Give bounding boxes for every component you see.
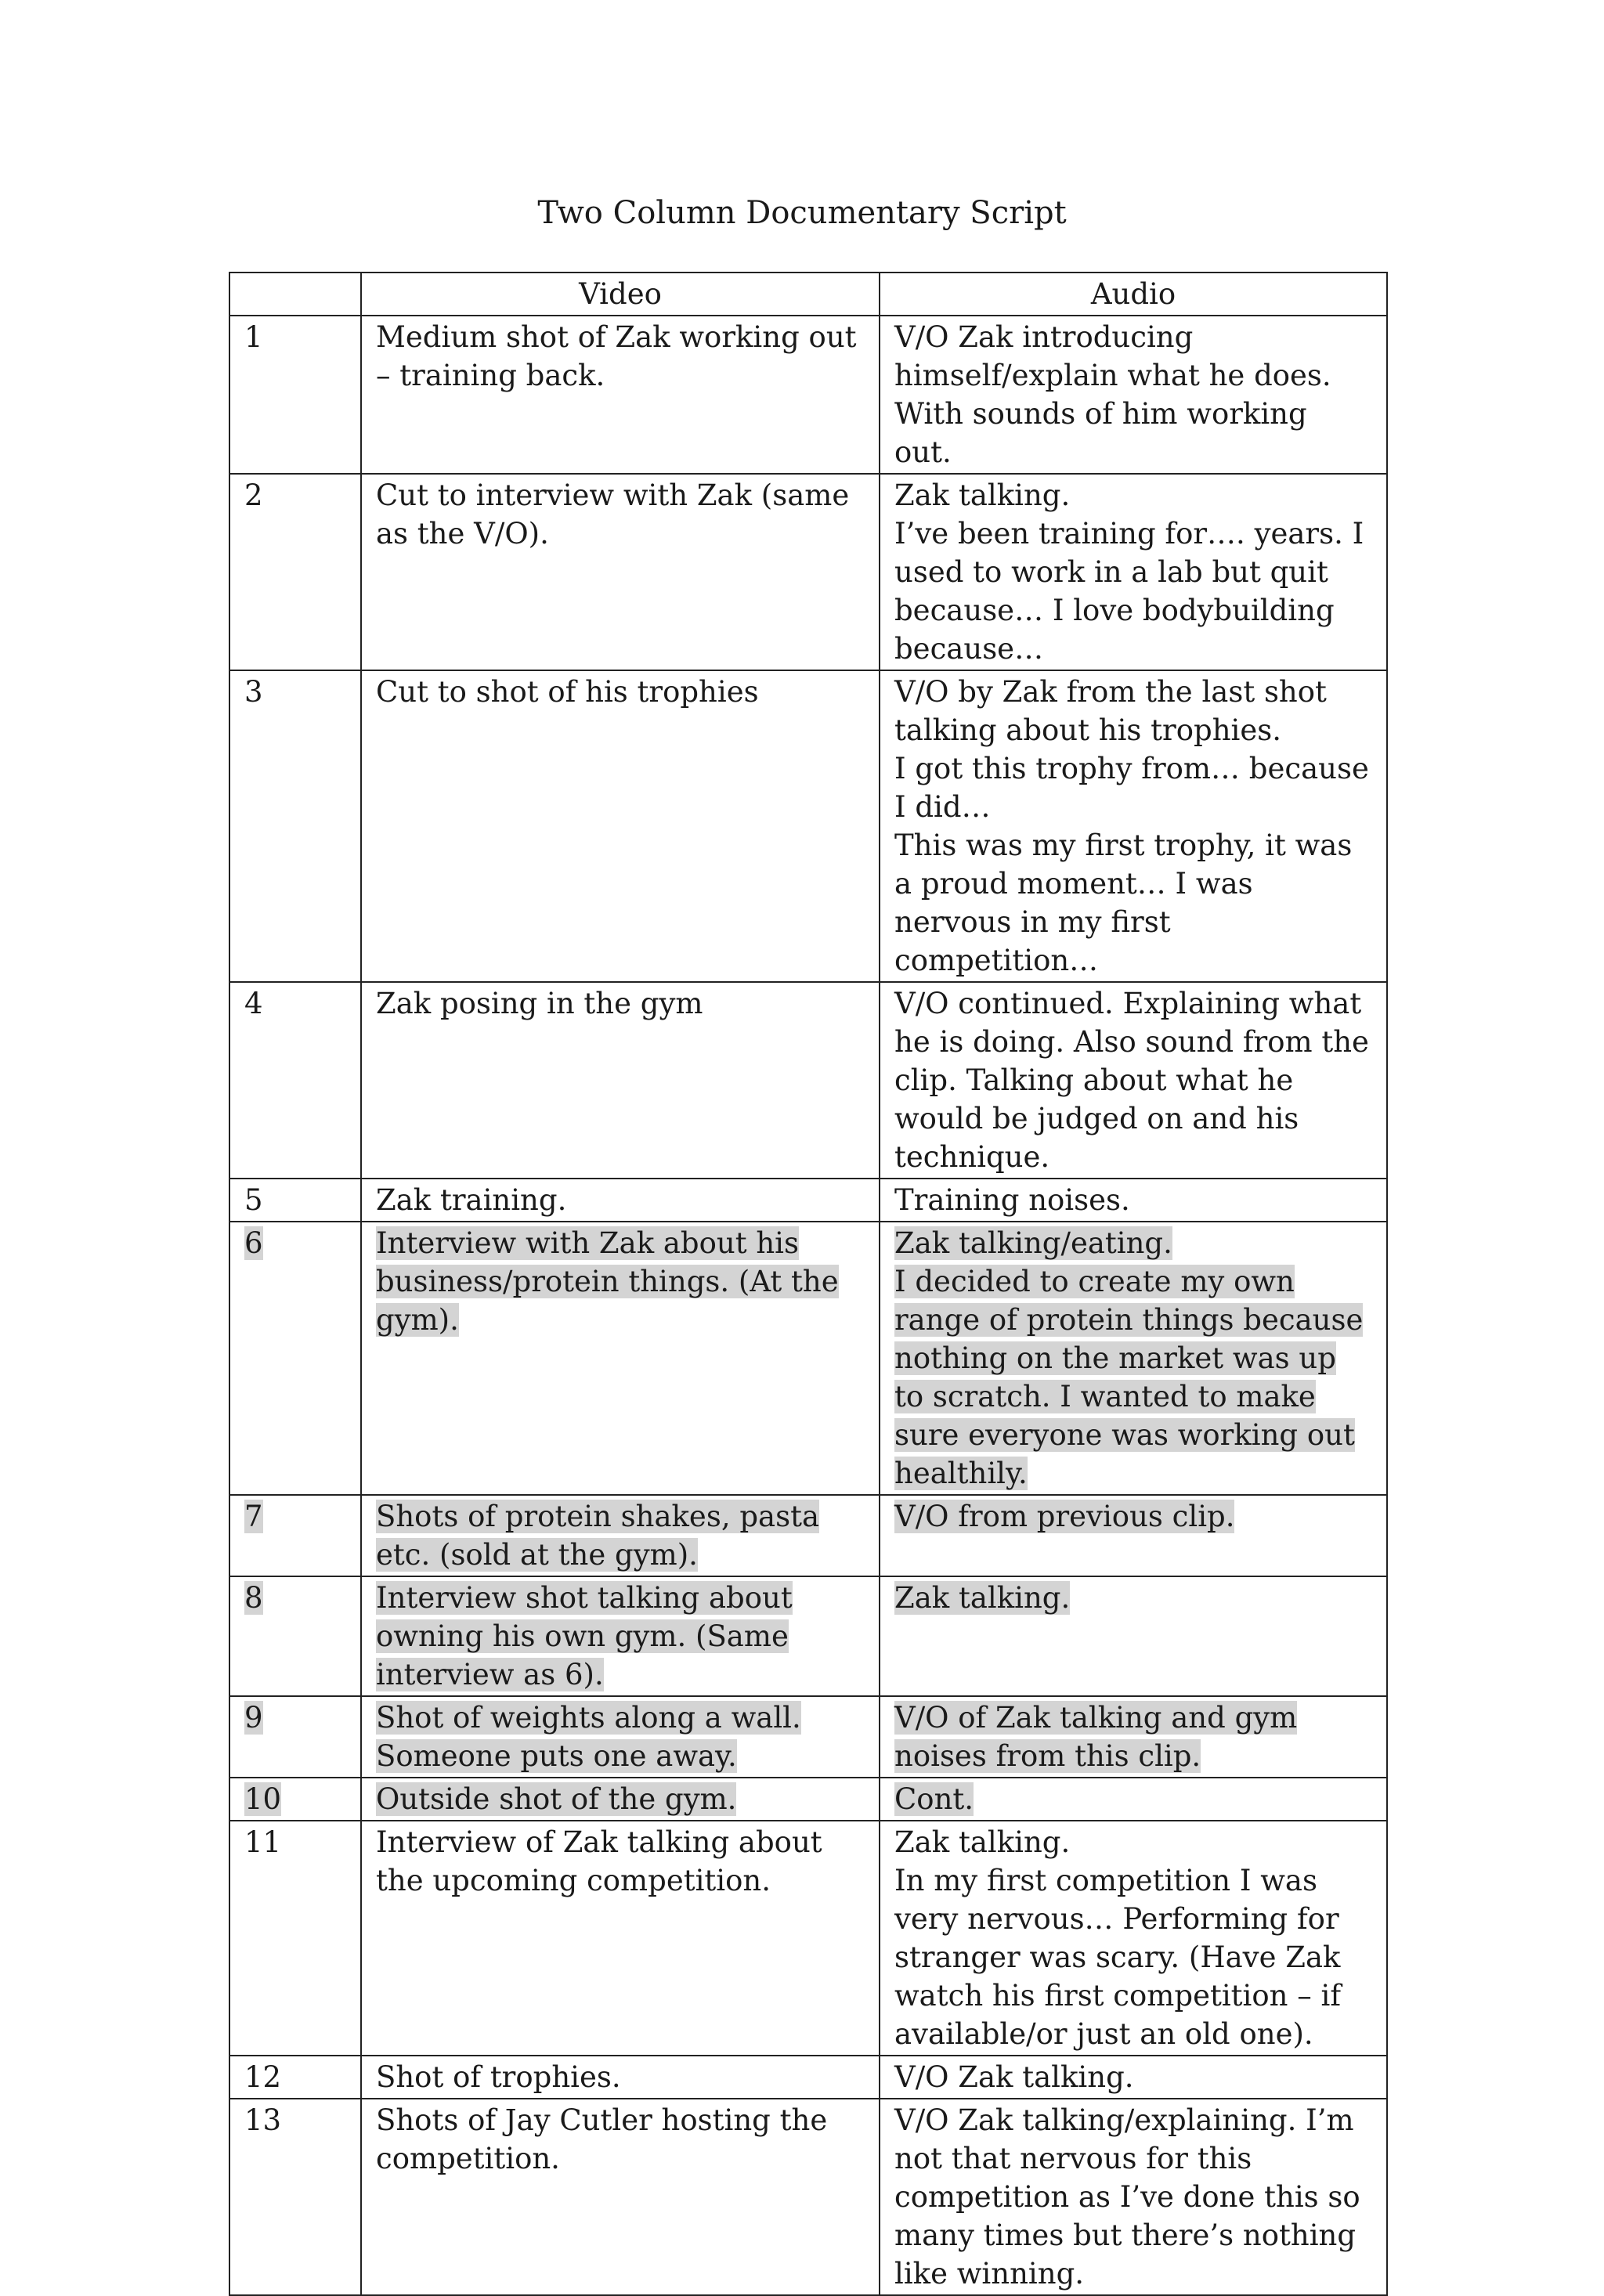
row-number: 5 xyxy=(244,1183,263,1217)
video-cell xyxy=(361,1495,880,1576)
video-description: Interview of Zak talking about the upcoming competition. xyxy=(376,1825,822,1897)
row-number-cell xyxy=(229,474,361,670)
row-number-cell xyxy=(229,316,361,474)
table-row xyxy=(229,1222,1387,1495)
table-row xyxy=(229,316,1387,474)
video-cell xyxy=(361,670,880,982)
row-number: 7 xyxy=(244,1500,263,1533)
video-description: Shots of Jay Cutler hosting the competition. xyxy=(376,2103,828,2175)
row-number: 10 xyxy=(244,1782,282,1816)
row-number: 3 xyxy=(244,675,263,709)
video-cell xyxy=(361,316,880,474)
audio-cell xyxy=(880,316,1387,474)
video-cell xyxy=(361,1696,880,1778)
video-description: Cut to interview with Zak (same as the V/O). xyxy=(376,478,850,551)
video-description: Shot of trophies. xyxy=(376,2060,621,2094)
row-number: 9 xyxy=(244,1701,263,1735)
row-number: 6 xyxy=(244,1226,263,1260)
audio-line: V/O of Zak talking and gym noises from this clip. xyxy=(894,1701,1298,1773)
audio-line: V/O from previous clip. xyxy=(894,1500,1235,1533)
video-cell xyxy=(361,1222,880,1495)
video-description: Cut to shot of his trophies xyxy=(376,675,759,709)
row-number: 2 xyxy=(244,478,263,512)
video-cell xyxy=(361,1821,880,2056)
header-audio: Audio xyxy=(880,273,1387,316)
table-row xyxy=(229,2099,1387,2295)
row-number: 4 xyxy=(244,987,263,1020)
video-description: Interview shot talking about owning his own gym. (Same interview as 6). xyxy=(376,1581,793,1691)
audio-cell xyxy=(880,2099,1387,2295)
audio-cell xyxy=(880,1495,1387,1576)
row-number-cell xyxy=(229,1778,361,1821)
row-number: 13 xyxy=(244,2103,282,2137)
video-cell xyxy=(361,1576,880,1696)
audio-line: Zak talking/eating. xyxy=(894,1226,1172,1260)
row-number-cell xyxy=(229,1179,361,1222)
table-row xyxy=(229,2056,1387,2099)
table-row xyxy=(229,1778,1387,1821)
audio-line: V/O by Zak from the last shot talking about his trophies. xyxy=(894,675,1327,747)
row-number-cell xyxy=(229,1576,361,1696)
video-description: Shot of weights along a wall. Someone puts one away. xyxy=(376,1701,801,1773)
script-table xyxy=(229,272,1388,2296)
table-row xyxy=(229,1821,1387,2056)
row-number-cell xyxy=(229,1696,361,1778)
video-description: Outside shot of the gym. xyxy=(376,1782,737,1816)
audio-cell xyxy=(880,2056,1387,2099)
video-cell xyxy=(361,982,880,1179)
audio-line: V/O Zak talking/explaining. I’m not that nervous for this competition as I’ve done this so many times but there’s nothing like winning. xyxy=(894,2103,1360,2291)
audio-line: I got this trophy from… because I did… xyxy=(894,752,1369,824)
table-row xyxy=(229,1179,1387,1222)
audio-line: V/O Zak talking. xyxy=(894,2060,1134,2094)
row-number: 11 xyxy=(244,1825,282,1859)
audio-line: Cont. xyxy=(894,1782,974,1816)
table-header-row xyxy=(229,273,1387,316)
audio-line: I’ve been training for…. years. I used to work in a lab but quit because… I love bodybuilding because… xyxy=(894,517,1364,666)
table-row xyxy=(229,1696,1387,1778)
audio-cell xyxy=(880,1179,1387,1222)
table-row xyxy=(229,1495,1387,1576)
row-number-cell xyxy=(229,2056,361,2099)
table-row xyxy=(229,474,1387,670)
audio-line: This was my first trophy, it was a proud moment… I was nervous in my first competition… xyxy=(894,829,1353,977)
audio-cell xyxy=(880,474,1387,670)
row-number-cell xyxy=(229,2099,361,2295)
video-description: Interview with Zak about his business/protein things. (At the gym). xyxy=(376,1226,839,1337)
video-description: Zak posing in the gym xyxy=(376,987,703,1020)
video-description: Shots of protein shakes, pasta etc. (sold at the gym). xyxy=(376,1500,820,1572)
row-number: 1 xyxy=(244,320,263,354)
video-description: Medium shot of Zak working out – training back. xyxy=(376,320,857,392)
audio-line: Zak talking. xyxy=(894,1581,1071,1615)
video-cell xyxy=(361,1179,880,1222)
document-title: Two Column Documentary Script xyxy=(537,195,1067,231)
audio-cell xyxy=(880,1778,1387,1821)
row-number-cell xyxy=(229,670,361,982)
header-number xyxy=(229,273,361,316)
video-cell xyxy=(361,1778,880,1821)
audio-cell xyxy=(880,1821,1387,2056)
row-number-cell xyxy=(229,1821,361,2056)
audio-line: I decided to create my own range of protein things because nothing on the market was up to scratch. I wanted to make sure everyone was working out healthily. xyxy=(894,1265,1364,1490)
audio-line: Training noises. xyxy=(894,1183,1130,1217)
table-row xyxy=(229,670,1387,982)
audio-cell xyxy=(880,1696,1387,1778)
table-body xyxy=(229,316,1387,2295)
table-row xyxy=(229,982,1387,1179)
audio-cell xyxy=(880,1222,1387,1495)
video-cell xyxy=(361,2099,880,2295)
audio-line: Zak talking. xyxy=(894,1825,1071,1859)
header-video: Video xyxy=(361,273,880,316)
row-number: 12 xyxy=(244,2060,282,2094)
video-cell xyxy=(361,2056,880,2099)
audio-cell xyxy=(880,982,1387,1179)
row-number-cell xyxy=(229,1495,361,1576)
video-description: Zak training. xyxy=(376,1183,567,1217)
table-row xyxy=(229,1576,1387,1696)
row-number-cell xyxy=(229,982,361,1179)
video-cell xyxy=(361,474,880,670)
row-number: 8 xyxy=(244,1581,263,1615)
audio-cell xyxy=(880,670,1387,982)
audio-line: In my first competition I was very nervous… Performing for stranger was scary. (Have Zak watch his first competition – if available/or just an old one). xyxy=(894,1864,1342,2051)
row-number-cell xyxy=(229,1222,361,1495)
audio-line: Zak talking. xyxy=(894,478,1071,512)
audio-cell xyxy=(880,1576,1387,1696)
audio-line: V/O Zak introducing himself/explain what he does. With sounds of him working out. xyxy=(894,320,1331,469)
audio-line: V/O continued. Explaining what he is doing. Also sound from the clip. Talking about what he would be judged on and his technique. xyxy=(894,987,1369,1174)
